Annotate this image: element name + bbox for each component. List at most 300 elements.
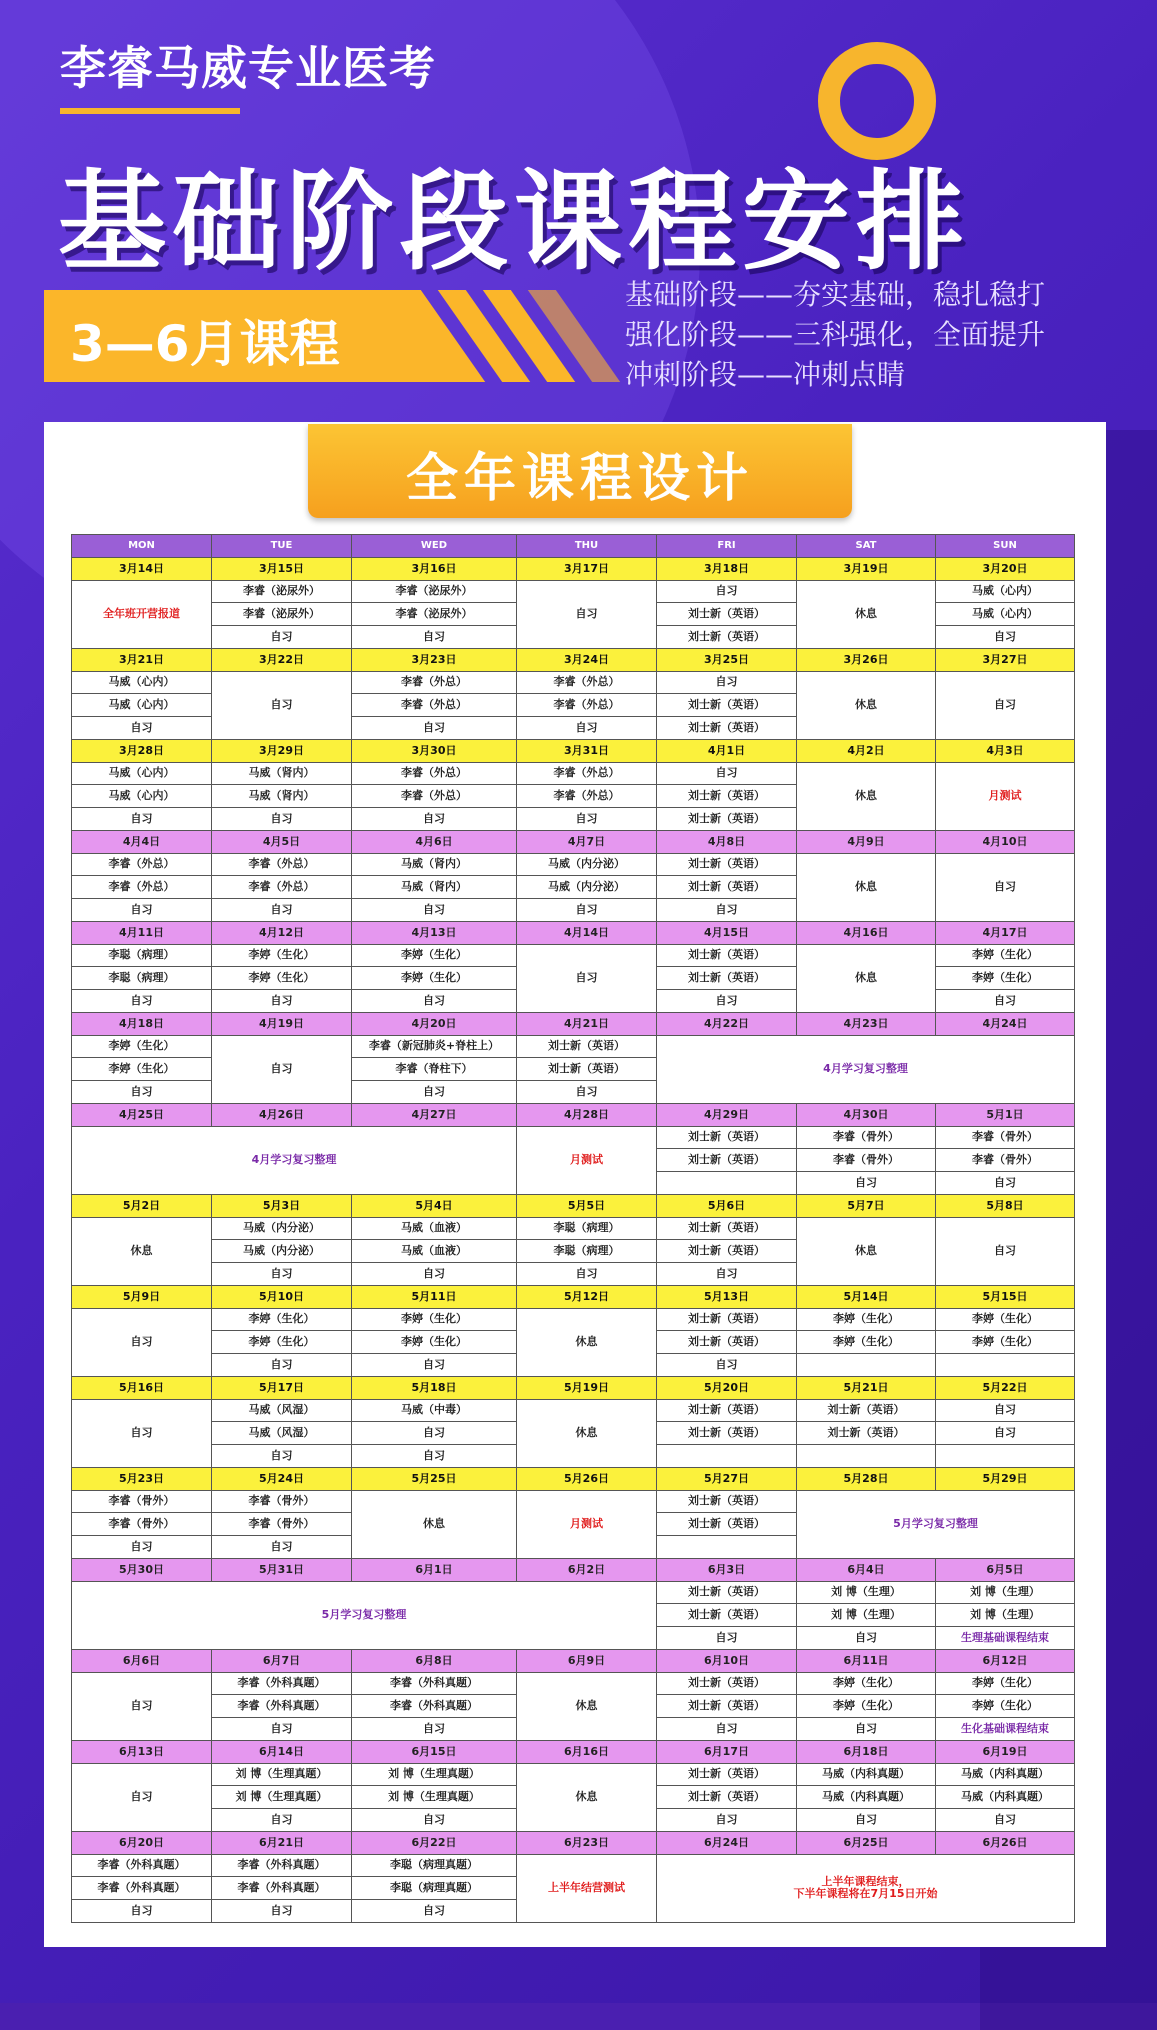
- course-cell: 刘士新（英语）: [517, 1035, 657, 1058]
- course-cell: 马威（风湿）: [212, 1422, 352, 1445]
- course-cell: 刘 博（生理真题）: [212, 1763, 352, 1786]
- course-cell: 李婷（生化）: [936, 967, 1075, 990]
- course-cell: 李婷（生化）: [72, 1035, 212, 1058]
- course-cell: 刘士新（英语）: [657, 1695, 797, 1718]
- weekday-cell: SUN: [936, 535, 1075, 558]
- course-cell: 李睿（新冠肺炎+脊柱上）: [352, 1035, 517, 1058]
- course-cell: 李婷（生化）: [936, 1308, 1075, 1331]
- date-cell: 6月2日: [517, 1558, 657, 1581]
- course-cell: 自习: [352, 1718, 517, 1741]
- brand-underline: [60, 108, 240, 114]
- date-cell: 4月16日: [797, 921, 936, 944]
- date-cell: 5月5日: [517, 1194, 657, 1217]
- course-cell: 刘士新（英语）: [657, 785, 797, 808]
- course-cell: 李婷（生化）: [352, 1308, 517, 1331]
- date-cell: 5月7日: [797, 1194, 936, 1217]
- date-cell: 5月2日: [72, 1194, 212, 1217]
- date-row: [72, 1649, 1075, 1672]
- course-cell: 刘 博（生理）: [797, 1581, 936, 1604]
- date-cell: 6月22日: [352, 1831, 517, 1854]
- course-cell: 自习: [936, 990, 1075, 1013]
- course-cell: 李睿（外科真题）: [352, 1695, 517, 1718]
- date-cell: 4月28日: [517, 1103, 657, 1126]
- course-cell: 李婷（生化）: [797, 1308, 936, 1331]
- course-cell: 刘士新（英语）: [657, 853, 797, 876]
- course-cell: 李婷（生化）: [936, 1331, 1075, 1354]
- course-cell: 自习: [657, 1809, 797, 1832]
- course-cell: 马威（血液）: [352, 1240, 517, 1263]
- date-cell: 4月22日: [657, 1012, 797, 1035]
- course-cell: 自习: [212, 1035, 352, 1103]
- course-cell: 自习: [212, 626, 352, 649]
- date-cell: 5月30日: [72, 1558, 212, 1581]
- course-cell: 自习: [352, 899, 517, 922]
- date-cell: 4月6日: [352, 830, 517, 853]
- course-cell: 李睿（骨外）: [212, 1490, 352, 1513]
- course-cell: 马威（肾内）: [212, 785, 352, 808]
- course-cell: 刘士新（英语）: [517, 1058, 657, 1081]
- course-cell: 自习: [72, 1900, 212, 1923]
- course-cell: 李婷（生化）: [352, 1331, 517, 1354]
- course-cell: 月测试: [517, 1490, 657, 1558]
- course-cell: 刘士新（英语）: [657, 1672, 797, 1695]
- course-cell: 自习: [352, 1081, 517, 1104]
- course-cell: 刘士新（英语）: [657, 1513, 797, 1536]
- date-cell: 4月18日: [72, 1012, 212, 1035]
- course-cell: 刘士新（英语）: [657, 1763, 797, 1786]
- course-cell: 自习: [352, 808, 517, 831]
- date-cell: 6月6日: [72, 1649, 212, 1672]
- course-cell: 刘 博（生理真题）: [352, 1763, 517, 1786]
- date-cell: 5月8日: [936, 1194, 1075, 1217]
- class-row: [72, 944, 1075, 967]
- date-cell: 4月3日: [936, 739, 1075, 762]
- date-cell: 5月22日: [936, 1376, 1075, 1399]
- course-cell: 自习: [72, 1672, 212, 1740]
- course-cell: 自习: [936, 1172, 1075, 1195]
- course-cell: [936, 1445, 1075, 1468]
- course-cell: 马威（内科真题）: [936, 1786, 1075, 1809]
- course-cell: 李婷（生化）: [797, 1331, 936, 1354]
- weekday-cell: THU: [517, 535, 657, 558]
- course-cell: 马威（心内）: [72, 671, 212, 694]
- course-cell: 自习: [936, 1217, 1075, 1285]
- weekday-header-row: [72, 535, 1075, 558]
- date-cell: 4月12日: [212, 921, 352, 944]
- course-cell: 自习: [212, 808, 352, 831]
- course-cell: 李睿（外科真题）: [212, 1695, 352, 1718]
- date-cell: 4月2日: [797, 739, 936, 762]
- course-cell: 李婷（生化）: [72, 1058, 212, 1081]
- course-cell: 自习: [212, 1809, 352, 1832]
- date-cell: 6月9日: [517, 1649, 657, 1672]
- date-cell: 3月20日: [936, 557, 1075, 580]
- date-cell: 4月13日: [352, 921, 517, 944]
- course-cell: 刘士新（英语）: [657, 1786, 797, 1809]
- date-cell: 5月25日: [352, 1467, 517, 1490]
- class-row: [72, 671, 1075, 694]
- course-cell: 李睿（骨外）: [212, 1513, 352, 1536]
- course-cell: 自习: [797, 1718, 936, 1741]
- class-row: [72, 1308, 1075, 1331]
- date-cell: 4月5日: [212, 830, 352, 853]
- date-cell: 6月24日: [657, 1831, 797, 1854]
- date-cell: 4月29日: [657, 1103, 797, 1126]
- course-cell: 李睿（骨外）: [72, 1490, 212, 1513]
- course-cell: 李婷（生化）: [352, 944, 517, 967]
- date-cell: 4月14日: [517, 921, 657, 944]
- course-cell: 自习: [352, 1445, 517, 1468]
- date-row: [72, 557, 1075, 580]
- date-cell: 5月19日: [517, 1376, 657, 1399]
- course-cell: 休息: [797, 944, 936, 1012]
- course-cell: 自习: [352, 626, 517, 649]
- class-row: [72, 1035, 1075, 1058]
- date-cell: 3月23日: [352, 648, 517, 671]
- date-cell: 6月19日: [936, 1740, 1075, 1763]
- course-cell: 休息: [517, 1672, 657, 1740]
- course-cell: 李睿（骨外）: [797, 1126, 936, 1149]
- course-cell: 4月学习复习整理: [72, 1126, 517, 1194]
- course-cell: 自习: [657, 1263, 797, 1286]
- course-cell: 自习: [936, 1422, 1075, 1445]
- date-cell: 3月19日: [797, 557, 936, 580]
- course-cell: [936, 1354, 1075, 1377]
- course-cell: 李婷（生化）: [212, 1331, 352, 1354]
- course-cell: 刘士新（英语）: [657, 1149, 797, 1172]
- date-cell: 4月17日: [936, 921, 1075, 944]
- course-cell: 自习: [657, 899, 797, 922]
- course-cell: 自习: [657, 580, 797, 603]
- date-row: [72, 1831, 1075, 1854]
- date-cell: 3月18日: [657, 557, 797, 580]
- course-cell: 刘士新（英语）: [657, 876, 797, 899]
- course-cell: 自习: [797, 1172, 936, 1195]
- date-cell: 3月22日: [212, 648, 352, 671]
- course-cell: 刘 博（生理真题）: [352, 1786, 517, 1809]
- date-cell: 5月1日: [936, 1103, 1075, 1126]
- class-row: [72, 1854, 1075, 1877]
- course-cell: 自习: [212, 1900, 352, 1923]
- course-cell: 休息: [797, 1217, 936, 1285]
- date-cell: 3月15日: [212, 557, 352, 580]
- course-cell: 马威（内分泌）: [517, 853, 657, 876]
- course-cell: 刘士新（英语）: [797, 1422, 936, 1445]
- course-cell: 自习: [352, 1354, 517, 1377]
- course-cell: 月测试: [517, 1126, 657, 1194]
- date-cell: 6月4日: [797, 1558, 936, 1581]
- course-cell: 李睿（外总）: [517, 762, 657, 785]
- course-cell: 5月学习复习整理: [797, 1490, 1075, 1558]
- course-cell: 李睿（泌尿外）: [352, 580, 517, 603]
- course-cell: 李睿（外科真题）: [212, 1672, 352, 1695]
- date-cell: 5月15日: [936, 1285, 1075, 1308]
- course-cell: 李婷（生化）: [797, 1672, 936, 1695]
- date-row: [72, 739, 1075, 762]
- course-cell: 上半年结营测试: [517, 1854, 657, 1922]
- course-cell: 刘士新（英语）: [797, 1399, 936, 1422]
- date-cell: 4月26日: [212, 1103, 352, 1126]
- course-cell: 李聪（病理）: [72, 967, 212, 990]
- course-cell: 马威（内科真题）: [936, 1763, 1075, 1786]
- class-row: [72, 1217, 1075, 1240]
- date-cell: 6月15日: [352, 1740, 517, 1763]
- course-cell: 李婷（生化）: [212, 967, 352, 990]
- course-cell: 马威（心内）: [936, 580, 1075, 603]
- course-cell: 自习: [936, 1809, 1075, 1832]
- course-cell: 刘 博（生理真题）: [212, 1786, 352, 1809]
- date-row: [72, 1740, 1075, 1763]
- course-cell: 李睿（骨外）: [936, 1126, 1075, 1149]
- course-cell: 马威（内分泌）: [212, 1240, 352, 1263]
- course-cell: 李睿（外总）: [72, 876, 212, 899]
- course-cell: 生化基础课程结束: [936, 1718, 1075, 1741]
- date-cell: 3月17日: [517, 557, 657, 580]
- date-cell: 5月11日: [352, 1285, 517, 1308]
- weekday-cell: MON: [72, 535, 212, 558]
- course-cell: 李睿（外总）: [352, 694, 517, 717]
- date-cell: 4月9日: [797, 830, 936, 853]
- date-cell: 5月12日: [517, 1285, 657, 1308]
- phase-item: 冲刺阶段——冲刺点睛: [625, 358, 906, 391]
- course-cell: 马威（心内）: [72, 785, 212, 808]
- course-cell: 生理基础课程结束: [936, 1627, 1075, 1650]
- course-cell: 刘士新（英语）: [657, 944, 797, 967]
- date-cell: 6月17日: [657, 1740, 797, 1763]
- date-cell: 6月18日: [797, 1740, 936, 1763]
- class-row: [72, 853, 1075, 876]
- course-cell: 李睿（外总）: [517, 694, 657, 717]
- date-cell: 3月14日: [72, 557, 212, 580]
- date-cell: 5月17日: [212, 1376, 352, 1399]
- course-cell: 李睿（骨外）: [936, 1149, 1075, 1172]
- class-row: [72, 1490, 1075, 1513]
- date-row: [72, 1467, 1075, 1490]
- course-cell: 全年班开营报道: [72, 580, 212, 648]
- date-cell: 6月8日: [352, 1649, 517, 1672]
- date-cell: 6月20日: [72, 1831, 212, 1854]
- date-cell: 6月3日: [657, 1558, 797, 1581]
- course-cell: 马威（肾内）: [352, 853, 517, 876]
- class-row: [72, 1581, 1075, 1604]
- course-cell: 李睿（外科真题）: [352, 1672, 517, 1695]
- class-row: [72, 580, 1075, 603]
- course-cell: 刘士新（英语）: [657, 1581, 797, 1604]
- course-cell: 5月学习复习整理: [72, 1581, 657, 1649]
- class-row: [72, 762, 1075, 785]
- date-cell: 4月25日: [72, 1103, 212, 1126]
- date-cell: 4月21日: [517, 1012, 657, 1035]
- course-cell: 李睿（外总）: [212, 876, 352, 899]
- date-cell: 5月20日: [657, 1376, 797, 1399]
- course-cell: 自习: [352, 1900, 517, 1923]
- course-cell: 李睿（外总）: [352, 671, 517, 694]
- date-cell: 5月16日: [72, 1376, 212, 1399]
- date-cell: 4月11日: [72, 921, 212, 944]
- course-cell: 李睿（泌尿外）: [212, 603, 352, 626]
- course-cell: 自习: [657, 1354, 797, 1377]
- course-cell: 李聪（病理）: [72, 944, 212, 967]
- course-cell: 刘士新（英语）: [657, 1604, 797, 1627]
- date-cell: 3月24日: [517, 648, 657, 671]
- course-cell: 李睿（骨外）: [72, 1513, 212, 1536]
- course-cell: 自习: [212, 899, 352, 922]
- course-cell: 休息: [797, 580, 936, 648]
- course-cell: 4月学习复习整理: [657, 1035, 1075, 1103]
- date-cell: 4月30日: [797, 1103, 936, 1126]
- date-row: [72, 1558, 1075, 1581]
- weekday-cell: FRI: [657, 535, 797, 558]
- course-cell: 李睿（外科真题）: [72, 1854, 212, 1877]
- course-cell: 刘士新（英语）: [657, 1331, 797, 1354]
- course-cell: 自习: [72, 717, 212, 740]
- date-cell: 5月23日: [72, 1467, 212, 1490]
- date-cell: 4月1日: [657, 739, 797, 762]
- date-cell: 6月12日: [936, 1649, 1075, 1672]
- course-cell: 自习: [212, 1354, 352, 1377]
- course-cell: 自习: [517, 808, 657, 831]
- course-cell: 自习: [72, 1081, 212, 1104]
- course-cell: 自习: [517, 1263, 657, 1286]
- course-cell: 李睿（外总）: [352, 785, 517, 808]
- course-cell: 刘士新（英语）: [657, 1217, 797, 1240]
- course-cell: 李睿（外总）: [72, 853, 212, 876]
- course-cell: 自习: [352, 1263, 517, 1286]
- course-cell: 马威（内科真题）: [797, 1786, 936, 1809]
- course-cell: 李聪（病理真题）: [352, 1854, 517, 1877]
- course-cell: 自习: [72, 808, 212, 831]
- date-cell: 5月26日: [517, 1467, 657, 1490]
- course-cell: 李睿（外科真题）: [212, 1854, 352, 1877]
- course-cell: 马威（心内）: [72, 694, 212, 717]
- course-cell: 月测试: [936, 762, 1075, 830]
- course-cell: 马威（内分泌）: [212, 1217, 352, 1240]
- course-cell: 自习: [936, 626, 1075, 649]
- course-cell: 自习: [72, 1536, 212, 1559]
- course-cell: 休息: [797, 671, 936, 739]
- course-cell: 刘 博（生理）: [797, 1604, 936, 1627]
- date-cell: 5月10日: [212, 1285, 352, 1308]
- phase-item: 基础阶段——夯实基础，稳扎稳打: [625, 278, 1046, 311]
- month-banner-text: 3—6月课程: [70, 315, 340, 373]
- date-cell: 5月13日: [657, 1285, 797, 1308]
- course-cell: 马威（中毒）: [352, 1399, 517, 1422]
- date-cell: 4月19日: [212, 1012, 352, 1035]
- date-cell: 3月26日: [797, 648, 936, 671]
- course-cell: 李睿（外科真题）: [72, 1877, 212, 1900]
- course-cell: 自习: [72, 1399, 212, 1467]
- course-cell: 李婷（生化）: [212, 1308, 352, 1331]
- course-cell: 马威（心内）: [936, 603, 1075, 626]
- date-cell: 4月23日: [797, 1012, 936, 1035]
- course-cell: 自习: [212, 1263, 352, 1286]
- class-row: [72, 1763, 1075, 1786]
- date-cell: 5月31日: [212, 1558, 352, 1581]
- date-row: [72, 1103, 1075, 1126]
- course-cell: 刘士新（英语）: [657, 1240, 797, 1263]
- course-cell: 李睿（泌尿外）: [352, 603, 517, 626]
- course-cell: 马威（风湿）: [212, 1399, 352, 1422]
- weekday-cell: WED: [352, 535, 517, 558]
- course-cell: 自习: [212, 1445, 352, 1468]
- date-cell: 6月5日: [936, 1558, 1075, 1581]
- course-cell: [797, 1354, 936, 1377]
- course-cell: 马威（肾内）: [352, 876, 517, 899]
- course-cell: 休息: [797, 762, 936, 830]
- date-cell: 6月21日: [212, 1831, 352, 1854]
- date-cell: 4月4日: [72, 830, 212, 853]
- course-cell: 刘士新（英语）: [657, 694, 797, 717]
- course-cell: 自习: [72, 1763, 212, 1831]
- course-cell: 自习: [936, 853, 1075, 921]
- course-cell: 自习: [212, 990, 352, 1013]
- weekday-cell: SAT: [797, 535, 936, 558]
- card-title: 全年课程设计: [405, 449, 754, 509]
- course-cell: 刘士新（英语）: [657, 1399, 797, 1422]
- date-cell: 3月25日: [657, 648, 797, 671]
- course-cell: 李睿（外科真题）: [212, 1877, 352, 1900]
- course-cell: 自习: [517, 944, 657, 1012]
- course-cell: 李睿（外总）: [517, 785, 657, 808]
- course-cell: 刘士新（英语）: [657, 626, 797, 649]
- date-cell: 5月28日: [797, 1467, 936, 1490]
- date-cell: 6月26日: [936, 1831, 1075, 1854]
- date-cell: 4月24日: [936, 1012, 1075, 1035]
- date-cell: 5月29日: [936, 1467, 1075, 1490]
- course-cell: 自习: [72, 990, 212, 1013]
- date-cell: 6月10日: [657, 1649, 797, 1672]
- course-cell: 刘士新（英语）: [657, 808, 797, 831]
- weekday-cell: TUE: [212, 535, 352, 558]
- course-cell: 刘 博（生理）: [936, 1581, 1075, 1604]
- course-cell: 自习: [517, 580, 657, 648]
- date-cell: 5月3日: [212, 1194, 352, 1217]
- course-cell: [657, 1445, 797, 1468]
- course-cell: 休息: [72, 1217, 212, 1285]
- course-cell: 李婷（生化）: [212, 944, 352, 967]
- course-cell: 自习: [517, 899, 657, 922]
- course-cell: 李婷（生化）: [936, 1672, 1075, 1695]
- course-cell: 自习: [517, 717, 657, 740]
- course-cell: 自习: [797, 1627, 936, 1650]
- course-cell: 刘士新（英语）: [657, 1308, 797, 1331]
- brand-name: 李睿马威专业医考: [60, 41, 436, 95]
- course-cell: 马威（内科真题）: [797, 1763, 936, 1786]
- date-cell: 4月10日: [936, 830, 1075, 853]
- course-cell: 刘士新（英语）: [657, 717, 797, 740]
- course-cell: 李聪（病理）: [517, 1217, 657, 1240]
- course-cell: 李睿（外总）: [212, 853, 352, 876]
- course-cell: 自习: [212, 671, 352, 739]
- date-cell: 5月14日: [797, 1285, 936, 1308]
- date-cell: 5月24日: [212, 1467, 352, 1490]
- course-cell: 自习: [352, 1422, 517, 1445]
- course-cell: 休息: [352, 1490, 517, 1558]
- schedule-table: [71, 534, 1075, 1923]
- date-row: [72, 921, 1075, 944]
- course-cell: 李睿（泌尿外）: [212, 580, 352, 603]
- course-cell: 李婷（生化）: [936, 944, 1075, 967]
- course-cell: 马威（内分泌）: [517, 876, 657, 899]
- date-cell: 4月7日: [517, 830, 657, 853]
- course-cell: 李聪（病理真题）: [352, 1877, 517, 1900]
- date-cell: 6月23日: [517, 1831, 657, 1854]
- date-row: [72, 1012, 1075, 1035]
- class-row: [72, 1399, 1075, 1422]
- date-row: [72, 1285, 1075, 1308]
- date-cell: 5月9日: [72, 1285, 212, 1308]
- course-cell: 自习: [657, 1627, 797, 1650]
